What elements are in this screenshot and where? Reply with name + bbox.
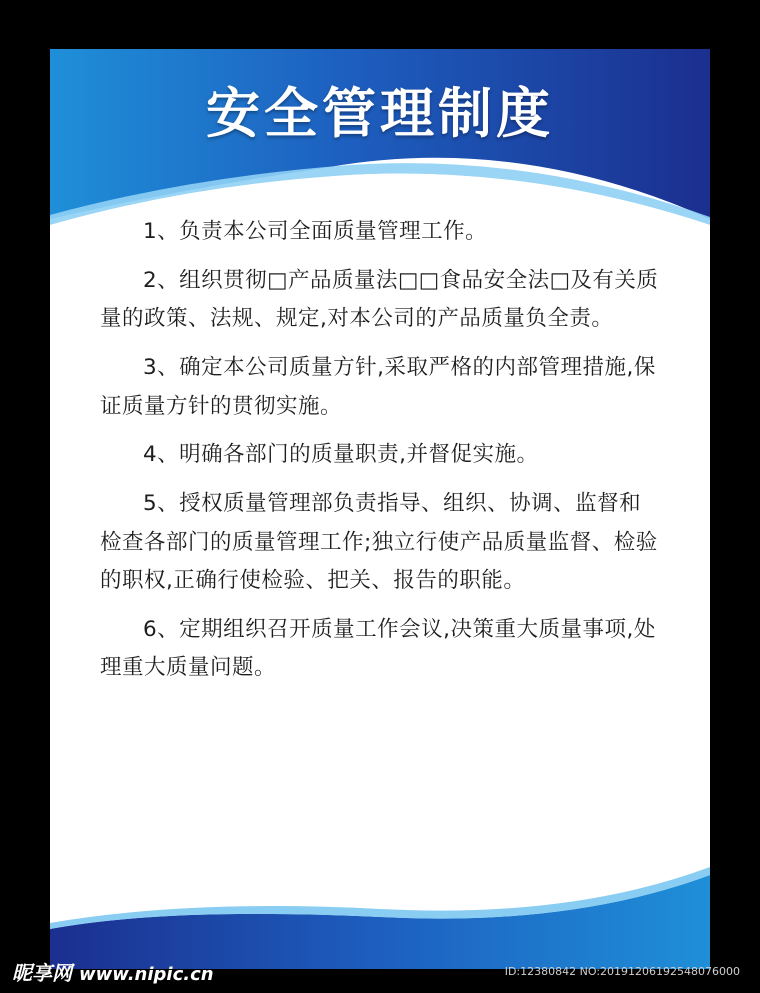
rule-item: 4、明确各部门的质量职责,并督促实施。 (143, 442, 539, 468)
rules-list (100, 213, 660, 698)
footer-band (50, 875, 710, 969)
watermark-logo (12, 961, 214, 987)
rule-item: 1、负责本公司全面质量管理工作。 (143, 219, 488, 244)
rule-item: 5、授权质量管理部负责指导、组织、协调、监督和检查各部门的质量管理工作;独立行使产品质量监督、检验的职权,正确行使检验、把关、报告的职能。 (100, 491, 658, 594)
rule-item: 2、组织贯彻□产品质量法□□食品安全法□及有关质量的政策、法规、规定,对本公司的产品质量负全责。 (100, 267, 659, 332)
watermark-site: www.nipic.cn (78, 964, 214, 985)
notice-board (50, 49, 710, 969)
rule-item: 3、确定本公司质量方针,采取严格的内部管理措施,保证质量方针的贯彻实施。 (100, 355, 656, 419)
watermark-id: ID:12380842 NO:20191206192548076000 (504, 965, 740, 978)
rule-item: 6、定期组织召开质量工作会议,决策重大质量事项,处理重大质量问题。 (100, 616, 656, 681)
board-title: 安全管理制度 (206, 82, 554, 145)
watermark-logo-text: 昵享网 (12, 961, 72, 985)
